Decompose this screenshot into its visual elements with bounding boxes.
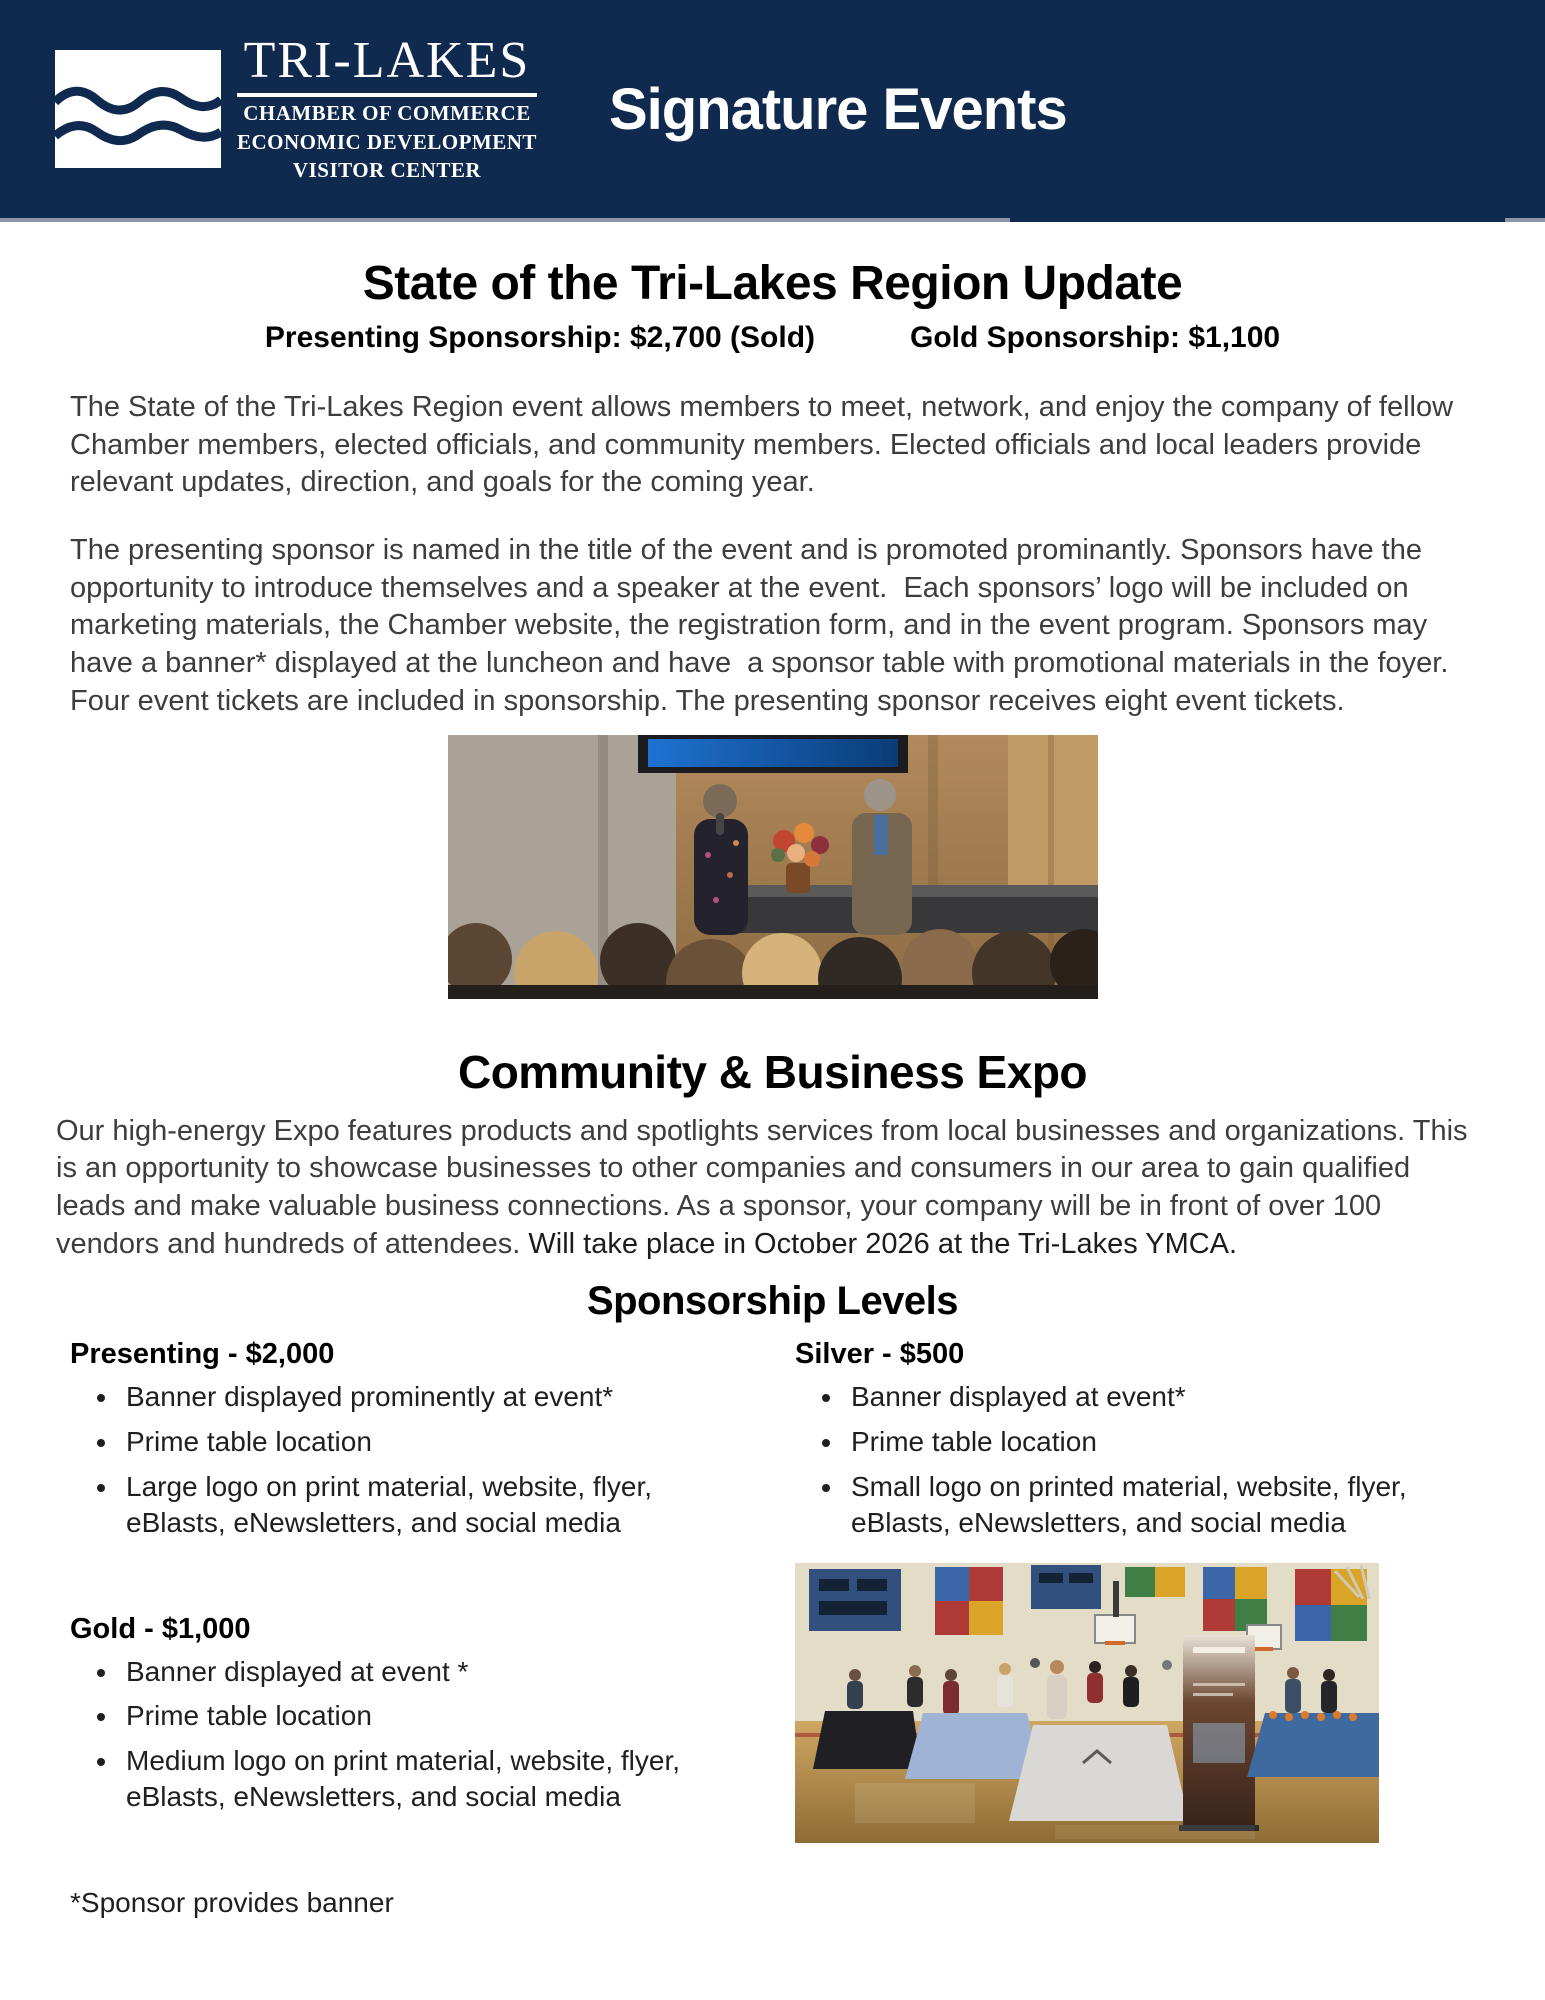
presenting-level-name: Presenting - $2,000 [70,1338,335,1371]
list-item: • Prime table location [845,1424,1445,1460]
logo-name: TRI-LAKES [237,35,537,97]
expo-photo [795,1563,1379,1843]
expo-paragraph [56,1113,1483,1264]
sponsorship-column-left [0,1338,770,1919]
silver-level-block [795,1338,1545,1540]
gold-level-name: Gold - $1,000 [70,1612,251,1645]
silver-level-list [795,1379,1545,1540]
state-event-photo [448,735,1098,999]
expo-paragraph-highlight: Will take place in October 2026 at the Tri-Lakes YMCA. [528,1227,1238,1260]
expo-title: Community & Business Expo [457,1045,1088,1098]
state-event-paragraph-2: The presenting sponsor is named in the title of the event and is promoted prominantly. Sponsors have the opportunity to introduce themselves and a speaker at the event. Each sponsors’ logo will be included on marketing materials, the Chamber website, the registration form, and in the event program. Sponsors may have a banner* displayed at the luncheon and have a sponsor table with promotional materials in the foyer. Four event tickets are included in sponsorship. The presenting sponsor receives eight event tickets. [70,534,1457,717]
divider-segment [1010,218,1505,222]
presenting-level-list [70,1379,770,1540]
list-item: • Small logo on printed material, website, flyer, eBlasts, eNewsletters, and social media [845,1469,1445,1541]
list-item: • Banner displayed at event * [120,1654,720,1690]
header-banner [0,0,1545,218]
sponsor-banner-footnote: *Sponsor provides banner [70,1886,394,1918]
logo-subline-economic: ECONOMIC DEVELOPMENT [237,129,537,154]
page-title: Signature Events [608,76,1067,142]
silver-level-name: Silver - $500 [795,1338,965,1371]
list-item: • Prime table location [120,1424,720,1460]
gold-level-block [70,1613,770,1815]
sponsorship-column-right [770,1338,1545,1919]
header-divider [0,218,1545,222]
sponsorship-price-line [0,321,1545,355]
list-item: • Medium logo on print material, website, flyer, eBlasts, eNewsletters, and social media [120,1743,720,1815]
sponsorship-columns [0,1338,1545,1919]
gold-sponsorship-price: Gold Sponsorship: $1,100 [910,321,1281,354]
list-item: • Banner displayed prominently at event* [120,1379,720,1415]
logo-subline-visitor: VISITOR CENTER [292,158,482,183]
sponsorship-levels-title: Sponsorship Levels [586,1279,959,1324]
divider-segment [1505,218,1545,222]
logo-wordmark [237,32,537,183]
state-event-paragraph-1: The State of the Tri-Lakes Region event allows members to meet, network, and enjoy the company of fellow Chamber members, elected officials, and community members. Elected officials and local leaders provide relevant updates, direction, and goals for the coming year. [70,391,1462,499]
list-item: • Prime table location [120,1698,720,1734]
presenting-sponsorship-price: Presenting Sponsorship: $2,700 (Sold) [264,321,816,354]
list-item: • Large logo on print material, website, flyer, eBlasts, eNewsletters, and social media [120,1469,720,1541]
gold-level-list [70,1654,770,1815]
presenting-level-block [70,1338,770,1540]
tri-lakes-waves-logo-icon [55,50,221,168]
logo-subline-chamber: CHAMBER OF COMMERCE [243,101,531,126]
list-item: • Banner displayed at event* [845,1379,1445,1415]
divider-segment [0,218,1010,222]
expo-paragraph-main: Our high-energy Expo features products and spotlights services from local businesses and organizations. This is an opportunity to showcase businesses to other companies and consumers in our area to gain qualified leads and make valuable business connections. As a sponsor, your company will be in front of over 100 vendors and hundreds of attendees. [56,1114,1476,1260]
state-event-title: State of the Tri-Lakes Region Update [362,257,1183,310]
